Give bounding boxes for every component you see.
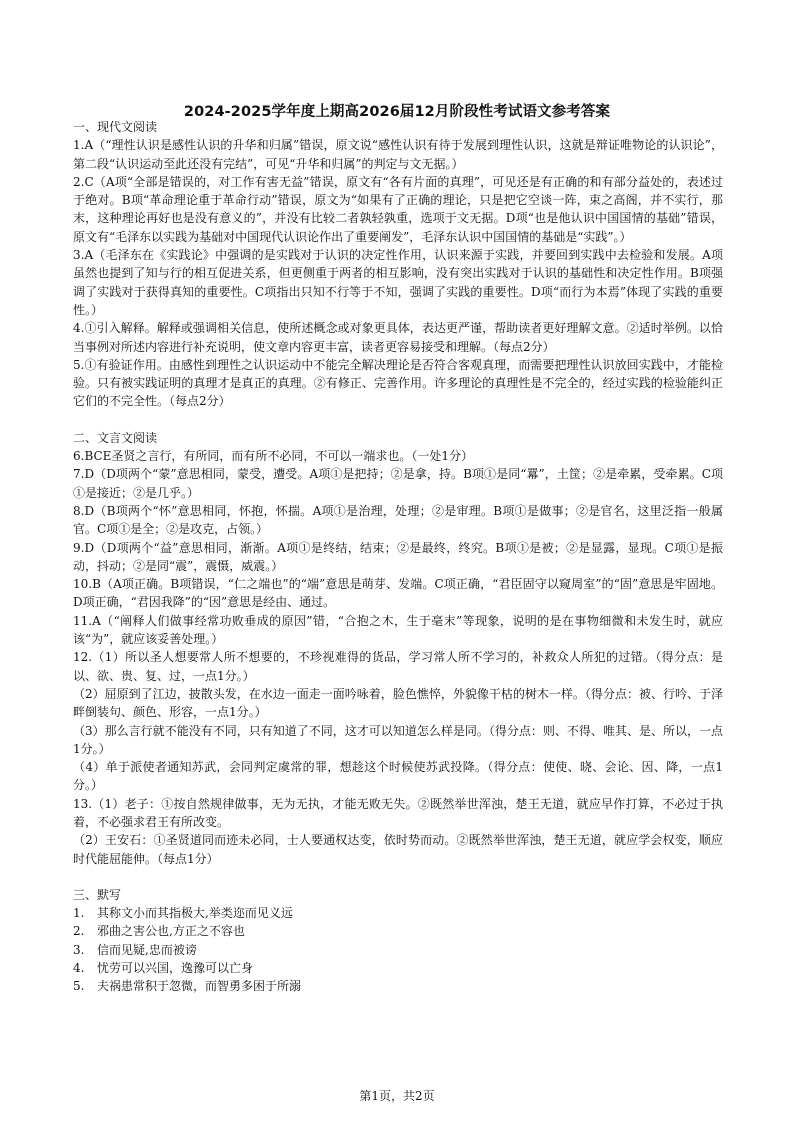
answer-paragraph: 8.D（B项两个“怀”意思相同，怀抱，怀揣。A项①是治理，处理；②是审理。B项①是做事；②是官名，这里泛指一般属官。C项①是全；②是攻克，占领。） <box>73 503 723 537</box>
answer-paragraph: 11.A（“阐释人们做事经常功败垂成的原因”错，“合抱之木，生于毫末”等现象，说明的是在事物细微和未发生时，就应该“为”，就应该妥善处理。） <box>73 613 723 647</box>
dictation-text: 其称文小而其指极大,举类迩而见义远 <box>97 906 293 921</box>
answer-paragraph: 4.①引入解释。解释或强调相关信息，使所述概念或对象更具体，表达更严谨，帮助读者更好理解文意。②适时举例。以恰当事例对所述内容进行补充说明，使文章内容更丰富，读者更容易接受和理解。（每点2分） <box>73 321 723 354</box>
answer-paragraph: 12.（1）所以圣人想要常人所不想要的，不珍视难得的货品，学习常人所不学习的，补救众人所犯的过错。（得分点：是以、欲、贵、复、过，一点1分。） <box>73 650 723 683</box>
answer-paragraph: 2.C（A项“全部是错误的，对工作有害无益”错误，原文有“各有片面的真理”，可见还是有正确的和有部分益处的，表述过于绝对。B项“革命理论重于革命行动”错误，原文为“如果有了正确的理论，只是把它空谈一阵，束之高阁，并不实行，那末，这种理论再好也是没有意义的”，并没有比较二者孰轻孰重，选项于文无据。D项“也是他认识中国国情的基础”错误，原文有“毛泽东以实践为基础对中国现代认识论作出了重要阐发”，毛泽东认识中国国情的基础是“实践”。） <box>73 174 723 244</box>
dictation-number: 5. <box>73 979 85 994</box>
answer-paragraph: （3）那么言行就不能没有不同，只有知道了不同，这才可以知道怎么样是同。（得分点：则、不得、唯其、是、所以，一点1分。） <box>73 723 723 756</box>
dictation-text: 忧劳可以兴国，逸豫可以亡身 <box>97 961 254 976</box>
dictation-number: 4. <box>73 961 85 976</box>
answer-paragraph: 10.B（A项正确。B项错误，“仁之端也”的“端”意思是萌芽、发端。C项正确，“君臣固守以窥周室”的“固”意思是牢固地。D项正确，“君因我降”的“因”意思是经由、通过。 <box>73 577 723 610</box>
answer-paragraph: 7.D（D项两个“蒙”意思相同，蒙受，遭受。A项①是把持；②是拿，持。B项①是同“羃”，土筐；②是牵累，受牵累。C项①是接近；②是几乎。） <box>73 467 723 500</box>
dictation-number: 2. <box>73 924 85 939</box>
dictation-item <box>73 922 723 940</box>
dictation-item <box>73 904 723 922</box>
section-heading: 二、文言文阅读 <box>73 430 158 445</box>
dictation-item <box>73 959 723 977</box>
answer-paragraphs <box>73 118 723 904</box>
dictation-number: 1. <box>73 906 85 921</box>
document-title: 2024-2025学年度上期高2026届12月阶段性考试语文参考答案 <box>183 104 611 120</box>
answer-paragraph: 6.BCE圣贤之言行，有所同，而有所不必同，不可以一端求也。（一处1分） <box>73 449 474 464</box>
answer-paragraph: （4）单于派使者通知苏武，会同判定虞常的罪，想趁这个时候使苏武投降。（得分点：使使、晓、会论、因、降，一点1分。） <box>73 760 723 793</box>
section-heading: 一、现代文阅读 <box>73 120 158 134</box>
dictation-text: 邪曲之害公也,方正之不容也 <box>97 924 245 939</box>
dictation-number: 3. <box>73 942 85 957</box>
answer-paragraph: 13.（1）老子：①按自然规律做事，无为无执，才能无败无失。②既然举世浑浊，楚王无道，就应早作打算，不必过于执着，不必强求君王有所改变。 <box>73 796 723 829</box>
dictation-text: 夫祸患常积于忽微，而智勇多困于所溺 <box>97 979 302 994</box>
dictation-item <box>73 941 723 959</box>
dictation-list <box>73 904 723 995</box>
dictation-text: 信而见疑,忠而被谤 <box>97 942 197 957</box>
page-number: 第1页，共2页 <box>359 1089 435 1103</box>
answer-paragraph: 5.①有验证作用。由感性到理性之认识运动中不能完全解决理论是否符合客观真理，而需要把理性认识放回实践中，才能检验。只有被实践证明的真理才是真正的真理。②有修正、完善作用。许多理论的真理性是不完全的，经过实践的检验能纠正它们的不完全性。（每点2分） <box>73 357 723 409</box>
dictation-item <box>73 977 723 995</box>
section-heading: 三、默写 <box>73 887 122 902</box>
answer-paragraph: 1.A（“理性认识是感性认识的升华和归属”错误，原文说“感性认识有待于发展到理性认识，这就是辩证唯物论的认识论”，第二段“认识运动至此还没有完结”，可见“升华和归属”的判定与文无据。） <box>73 138 723 171</box>
answer-paragraph: （2）王安石：①圣贤道同而迹未必同，士人要通权达变，依时势而动。②既然举世浑浊，楚王无道，就应学会权变，顺应时代能屈能伸。（每点1分） <box>73 833 723 866</box>
answer-body <box>73 118 723 996</box>
answer-paragraph: 3.A（毛泽东在《实践论》中强调的是实践对于认识的决定性作用，认识来源于实践，并要回到实践中去检验和发展。A项虽然也提到了知与行的相互促进关系，但更侧重于两者的相互影响，没有突出实践对于认识的基础性和决定性作用。B项强调了实践对于获得真知的重要性。C项指出只知不行等于不知，强调了实践的重要性。D项“而行为本焉”体现了实践的重要性。） <box>73 248 723 317</box>
answer-paragraph: （2）屈原到了江边，披散头发，在水边一面走一面吟咏着，脸色憔悴，外貌像干枯的树木一样。（得分点：被、行吟、于泽畔倒装句、颜色、形容，一点1分。） <box>73 686 723 720</box>
answer-paragraph: 9.D（D项两个“益”意思相同，渐渐。A项①是终结，结束；②是最终，终究。B项①是被；②是显露，显现。C项①是振动，抖动；②是同“震”，震慑，威震。） <box>73 540 723 573</box>
